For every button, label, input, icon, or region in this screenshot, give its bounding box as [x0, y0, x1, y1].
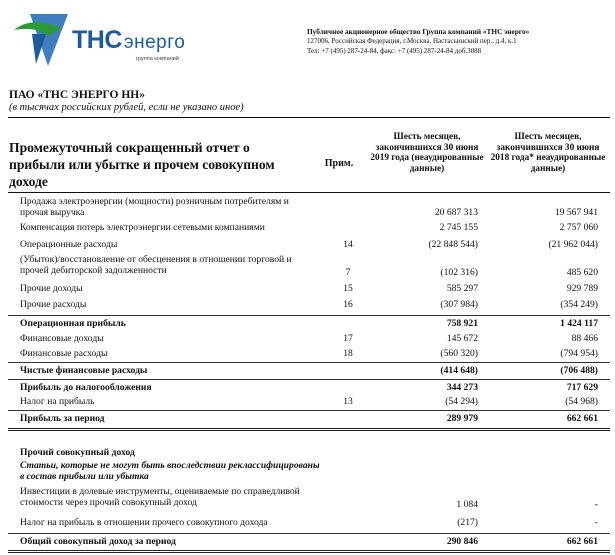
- divider: [8, 192, 610, 193]
- oci-heading: Прочий совокупный доход: [20, 447, 135, 458]
- table-row: Прочие доходы 15 585 297 929 789: [20, 283, 598, 294]
- column-header-2019: Шесть месяцев, закончившихся 30 июня 2019 года (неаудированные данные): [370, 132, 484, 174]
- oci-subheading: Статьи, которые не могут быть впоследствии реклассифицированы в состав прибыли или убытка: [20, 460, 320, 482]
- logo-swoosh-icon: [8, 10, 72, 70]
- logo-tagline: группа компаний: [136, 56, 179, 62]
- table-row: Налог на прибыль 13 (54 294) (54 968): [20, 396, 598, 407]
- company-address: 127006, Российская Федерация, г.Москва, Настасьинский пер., д.4, к.1: [307, 36, 517, 45]
- table-row: Финансовые доходы 17 145 672 88 466: [20, 333, 598, 344]
- table-row: Прочие расходы 16 (307 984) (354 249): [20, 299, 598, 310]
- column-header-note: Прим.: [324, 158, 354, 169]
- table-row: Инвестиции в долевые инструменты, оцениваемые по справедливой стоимости через прочий совокупный доход 1 084 -: [20, 486, 598, 510]
- table-row: Компенсация потерь электроэнергии сетевыми компаниями 2 745 155 2 757 060: [20, 222, 598, 233]
- company-contacts: Тел: +7 (495) 287-24-84, факс: +7 (495) 287-24-84 доб.3088: [307, 46, 482, 55]
- logo-wordmark: ТНС энерго: [72, 26, 186, 54]
- table-row-subtotal: Операционная прибыль 758 921 1 424 117: [8, 315, 610, 332]
- statement-title: Промежуточный сокращенный отчет о прибыли или убытке и прочем совокупном доходе: [9, 140, 275, 189]
- column-header-2018: Шесть месяцев, закончившихся 30 июня 2018 года* неаудированные данные): [490, 132, 606, 174]
- units-note: (в тысячах российских рублей, если не указано иное): [9, 102, 244, 113]
- table-row: Продажа электроэнергии (мощности) розничным потребителям и прочая выручка 20 687 313 19 567 941: [20, 196, 598, 218]
- table-row-total: Прибыль за период 289 979 662 661: [8, 410, 610, 431]
- company-logo: [8, 10, 208, 70]
- organization-name: ПАО «ТНС ЭНЕРГО НН»: [9, 89, 145, 101]
- table-row: Финансовые расходы 18 (560 320) (794 954): [20, 348, 598, 359]
- table-row-subtotal: Прибыль до налогообложения 344 273 717 629: [8, 379, 610, 396]
- table-row: Операционные расходы 14 (22 848 544) (21 962 044): [20, 239, 598, 250]
- table-row: Налог на прибыль в отношении прочего совокупного дохода (217) -: [20, 517, 598, 528]
- divider: [8, 117, 610, 118]
- table-row-subtotal: Чистые финансовые расходы (414 648) (706 488): [8, 362, 610, 379]
- company-info: [307, 27, 612, 56]
- table-row: (Убыток)/восстановление от обесценения в отношении торговой и прочей дебиторской задолженности 7 (102 316) 485 620: [20, 254, 598, 278]
- company-name: Публичное акционерное общество Группа компаний «ТНС энерго»: [307, 27, 530, 36]
- table-row-total: Общий совокупный доход за период 290 846 662 661: [8, 533, 610, 553]
